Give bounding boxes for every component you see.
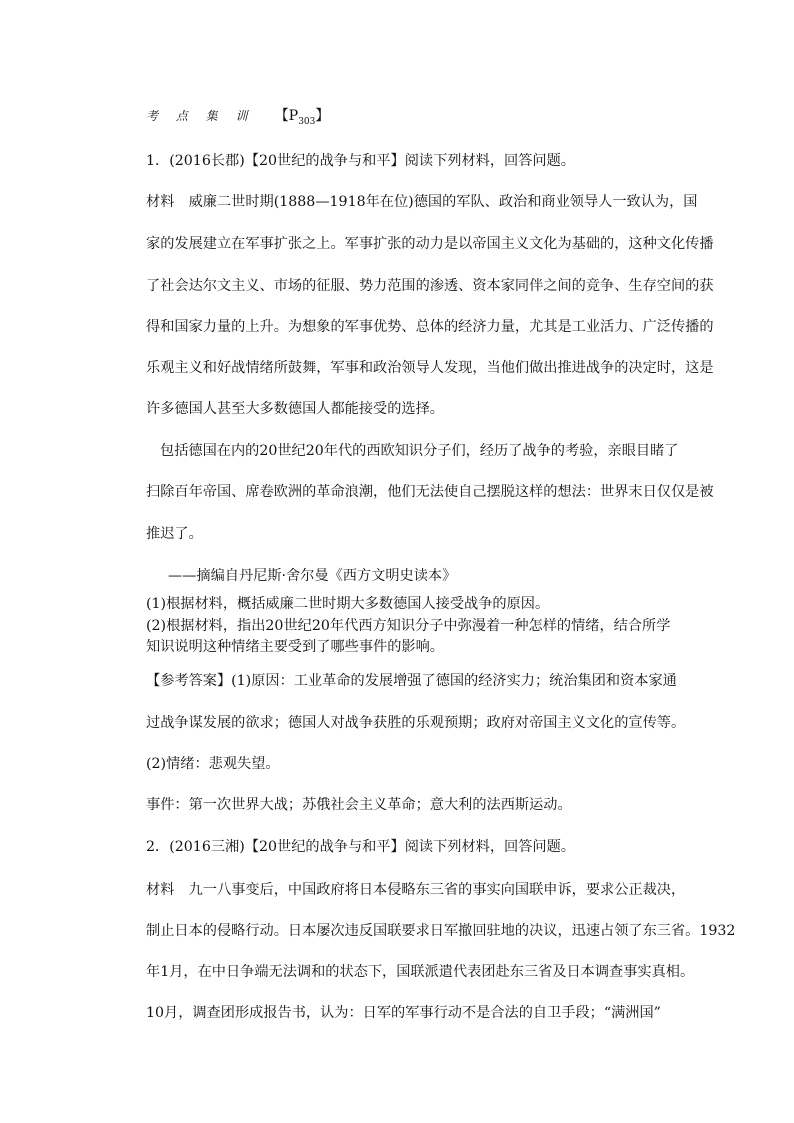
q1-material-line: 得和国家力量的上升。为想象的军事优势、总体的经济力量，尤其是工业活力、广泛传播的 <box>146 319 714 335</box>
q2-material-line: 材料 九一八事变后，中国政府将日本侵略东三省的事实向国联申诉，要求公正裁决， <box>146 882 686 898</box>
section-heading <box>146 106 330 132</box>
q1-answer-line: (2)情绪：悲观失望。 <box>146 756 280 772</box>
question-2-title: 2．(2016三湘)【20世纪的战争与和平】阅读下列材料，回答问题。 <box>146 839 575 855</box>
q2-material-line: 10月，调查团形成报告书，认为：日军的军事行动不是合法的自卫手段；“满洲国” <box>146 1005 661 1021</box>
q2-material-line: 年1月，在中日争端无法调和的状态下，国联派遣代表团赴东三省及日本调查事实真相。 <box>146 964 695 980</box>
q2-material-line: 制止日本的侵略行动。日本屡次违反国联要求日军撤回驻地的决议，迅速占领了东三省。1932 <box>146 923 736 939</box>
q1-material-line: 了社会达尔文主义、市场的征服、势力范围的渗透、资本家同伴之间的竞争、生存空间的获 <box>146 278 714 294</box>
q1-answer-line: 过战争谋发展的欲求；德国人对战争获胜的乐观预期；政府对帝国主义文化的宣传等。 <box>146 715 686 731</box>
q1-material-line: 材料 威廉二世时期(1888—1918年在位)德国的军队、政治和商业领导人一致认为，国 <box>146 194 698 210</box>
q1-answer-line: 事件：第一次世界大战；苏俄社会主义革命；意大利的法西斯运动。 <box>146 797 572 813</box>
page-reference: 【$P_{303}$】 <box>274 108 330 127</box>
q1-material-line: 乐观主义和好战情绪所鼓舞，军事和政治领导人发现，当他们做出推进战争的决定时，这是 <box>146 360 714 376</box>
q1-answer-line: 【参考答案】(1)原因：工业革命的发展增强了德国的经济实力；统治集团和资本家通 <box>146 673 677 689</box>
section-heading-label: 考 点 集 训 <box>146 109 255 123</box>
q1-paragraph2-line: 包括德国在内的20世纪20年代的西欧知识分子们，经历了战争的考验，亲眼目睹了 <box>160 443 679 459</box>
q1-paragraph2-line: 推迟了。 <box>146 526 203 542</box>
question-1-title: 1．(2016长郡)【20世纪的战争与和平】阅读下列材料，回答问题。 <box>146 153 575 169</box>
q1-subquestion-1: (1)根据材料，概括威廉二世时期大多数德国人接受战争的原因。 <box>146 596 550 612</box>
q1-subquestion-2-cont: 知识说明这种情绪主要受到了哪些事件的影响。 <box>146 639 444 655</box>
q1-source-citation: ——摘编自丹尼斯·舍尔曼《西方文明史读本》 <box>168 568 457 584</box>
q1-material-line: 家的发展建立在军事扩张之上。军事扩张的动力是以帝国主义文化为基础的，这种文化传播 <box>146 236 714 252</box>
q1-material-line: 许多德国人甚至大多数德国人都能接受的选择。 <box>146 401 444 417</box>
q1-subquestion-2: (2)根据材料，指出20世纪20年代西方知识分子中弥漫着一种怎样的情绪，结合所学 <box>146 618 671 634</box>
q1-paragraph2-line: 扫除百年帝国、席卷欧洲的革命浪潮，他们无法使自己摆脱这样的想法：世界末日仅仅是被 <box>146 484 714 500</box>
